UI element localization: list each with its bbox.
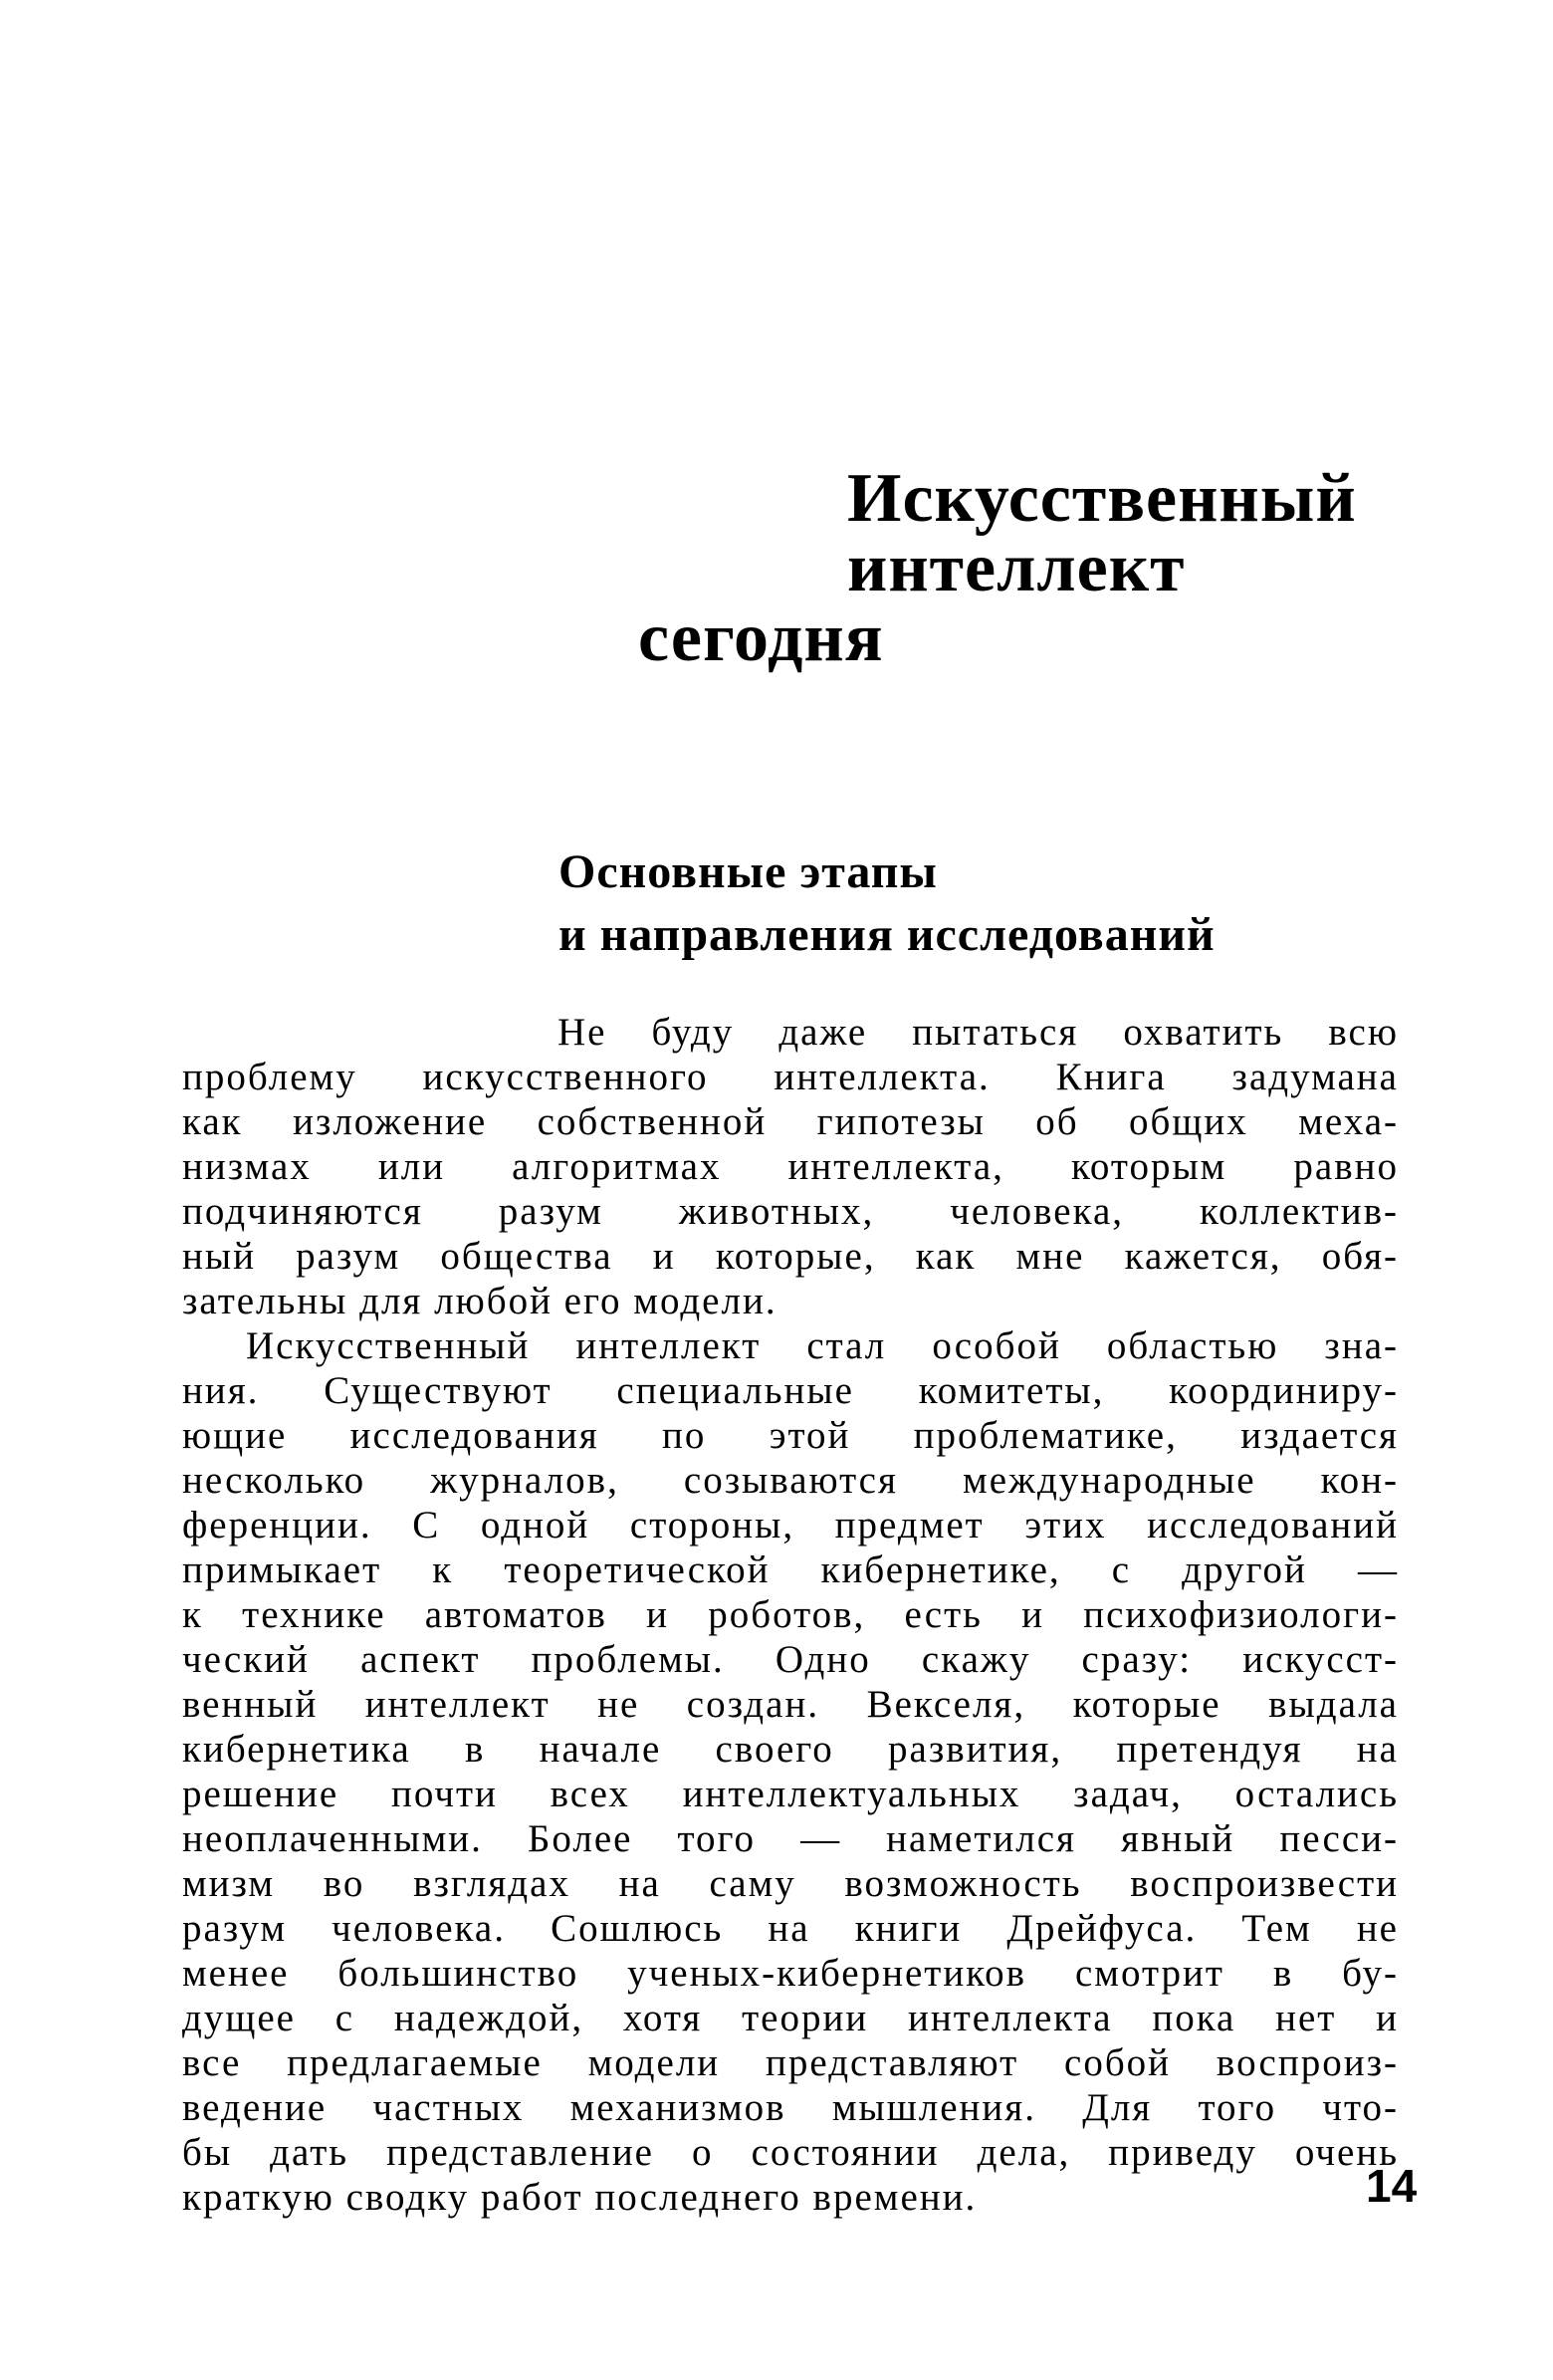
- chapter-title: [182, 460, 1399, 676]
- body-text-line: к технике автоматов и роботов, есть и психофизиологи-: [182, 1593, 1399, 1636]
- body-text-line: проблему искусственного интеллекта. Книга задумана: [182, 1056, 1399, 1098]
- body-text-line: разум человека. Сошлюсь на книги Дрейфуса. Тем не: [182, 1907, 1399, 1950]
- body-text-line: дущее с надеждой, хотя теории интеллекта пока нет и: [182, 1997, 1399, 2039]
- body-text-line: несколько журналов, созываются международные кон-: [182, 1459, 1399, 1502]
- body-text-line: венный интеллект не создан. Векселя, которые выдала: [182, 1683, 1399, 1726]
- body-text-line: Не буду даже пытаться охватить всю: [557, 1011, 1399, 1054]
- body-text-line: подчиняются разум животных, человека, коллектив-: [182, 1190, 1399, 1233]
- section-heading-line: и направления исследований: [558, 908, 1216, 961]
- body-text: [182, 1010, 1399, 2220]
- body-text-line: ференции. С одной стороны, предмет этих исследований: [182, 1504, 1399, 1547]
- body-text-line: все предлагаемые модели представляют собой воспроиз-: [182, 2041, 1399, 2084]
- body-text-line: ния. Существуют специальные комитеты, координиру-: [182, 1369, 1399, 1412]
- chapter-title-line: сегодня: [638, 599, 884, 676]
- body-text-line: решение почти всех интеллектуальных задач, остались: [182, 1773, 1399, 1815]
- body-text-line: как изложение собственной гипотезы об общих меха-: [182, 1100, 1399, 1143]
- body-text-line: ющие исследования по этой проблематике, издается: [182, 1414, 1399, 1457]
- section-heading-line: Основные этапы: [558, 845, 938, 898]
- body-text-line: неоплаченными. Более того — наметился явный песси-: [182, 1817, 1399, 1860]
- body-text-line: мизм во взглядах на саму возможность воспроизвести: [182, 1862, 1399, 1905]
- page-number: 14: [1366, 2160, 1418, 2212]
- chapter-title-line: Искусственный: [847, 460, 1357, 537]
- chapter-title-line: интеллект: [847, 530, 1186, 606]
- body-text-line: Искусственный интеллект стал особой областью зна-: [246, 1324, 1399, 1367]
- body-text-line: примыкает к теоретической кибернетике, с другой —: [182, 1548, 1399, 1591]
- section-heading: [182, 840, 1399, 966]
- body-text-line: ведение частных механизмов мышления. Для того что-: [182, 2086, 1399, 2129]
- body-text-line: менее большинство ученых-кибернетиков смотрит в бу-: [182, 1952, 1399, 1995]
- body-text-line: ный разум общества и которые, как мне кажется, обя-: [182, 1235, 1399, 1278]
- body-text-line: кибернетика в начале своего развития, претендуя на: [182, 1728, 1399, 1771]
- body-text-line: ческий аспект проблемы. Одно скажу сразу: искусст-: [182, 1638, 1399, 1681]
- body-text-line: бы дать представление о состоянии дела, приведу очень: [182, 2131, 1399, 2174]
- body-text-line: краткую сводку работ последнего времени.: [182, 2176, 978, 2219]
- body-text-line: зательны для любой его модели.: [182, 1280, 777, 1322]
- body-text-line: низмах или алгоритмах интеллекта, которым равно: [182, 1145, 1399, 1188]
